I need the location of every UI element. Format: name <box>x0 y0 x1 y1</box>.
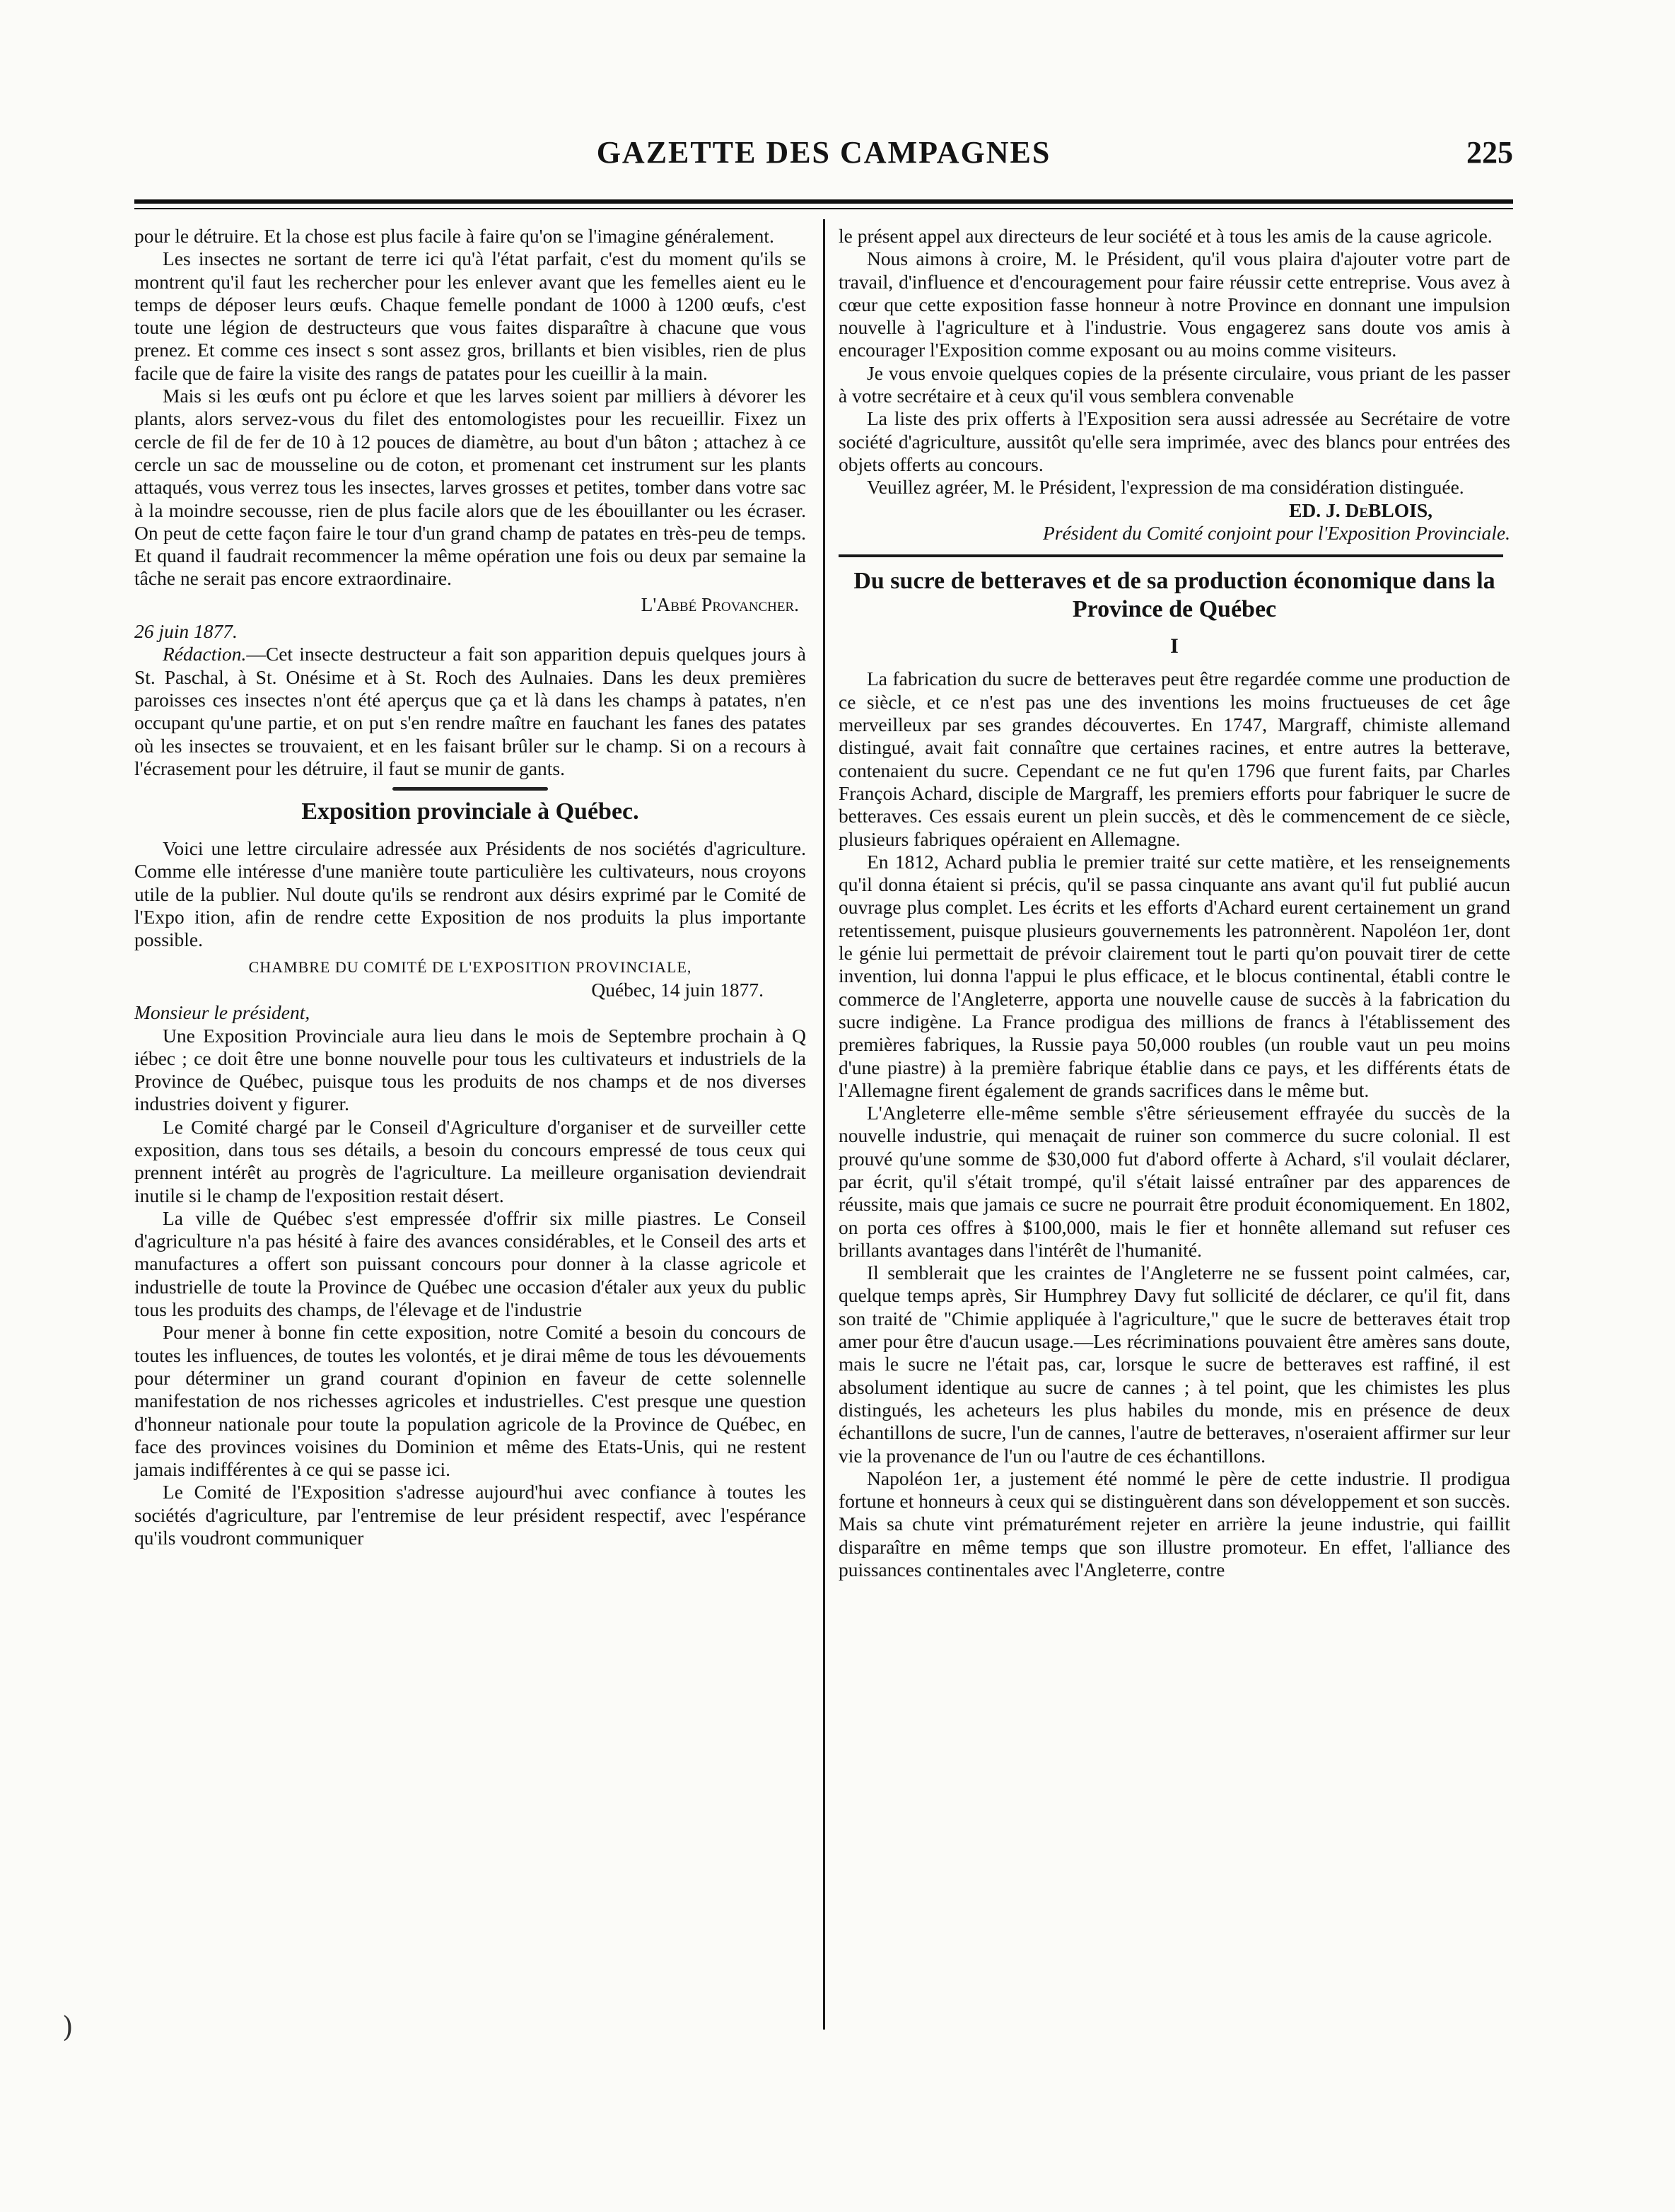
section-separator <box>392 787 548 791</box>
paragraph: Pour mener à bonne fin cette exposition, notre Comité a besoin du concours de toutes les influences, de toutes les volontés, et je dirai même de tous les dévouements pour déterminer un grand courant d'opinion en faveur de cette solennelle manifestation de nos richesses agricoles et industrielles. C'est presque une question d'honneur nationale pour toute la population agricole de la Province de Québec, en face des provinces voisines du Dominion et même des Etats-Unis, qui ne restent jamais indifférentes à ce qui se passe ici. <box>134 1321 806 1481</box>
paragraph: En 1812, Achard publia le premier traité sur cette matière, et les renseignements qu'il donna étaient si précis, qu'il se passa cinquante ans avant qu'il fut publié aucun ouvrage plus complet. Les écrits et les efforts d'Achard eurent certainement un grand retentissement, puisque plusieurs gouvernements les patronnèrent. Napoléon 1er, dont le génie lui permettait de prévoir clairement tout le parti qu'on pouvait tirer de cette invention, lui donna l'appui le plus efficace, et le blocus continental, établi contre le commerce de l'Angleterre, apporta une nouvelle cause de succès à la fabrication du sucre indigène. La France prodigua des millions de francs à l'établissement des premières fabriques, la Russie paya 50,000 roubles (un rouble vaut un peu moins d'une piastre) à la première fabrique établie dans ce pays, et les différents états de l'Allemagne firent également de grands sacrifices dans le même but. <box>839 850 1510 1101</box>
header-rule-thin <box>134 208 1513 209</box>
header-rule-thick <box>134 199 1513 204</box>
article-date: 26 juin 1877. <box>134 620 238 643</box>
paragraph: Nous aimons à croire, M. le Président, qu'il vous plaira d'ajouter votre part de travail, d'influence et d'encouragement pour faire réussir cette entreprise. Vous avez à cœur que cette exposition fasse honneur à notre Province en donnant une impulsion nouvelle à l'agriculture et à l'industrie. Vous engagerez sans doute vos amis à encourager l'Exposition comme exposant ou au moins comme visiteurs. <box>839 248 1510 361</box>
letter-dateline: Québec, 14 juin 1877. <box>591 978 764 1001</box>
section-title: Exposition provinciale à Québec. <box>301 798 639 825</box>
page-header <box>134 134 1513 184</box>
paragraph: Le Comité chargé par le Conseil d'Agriculture d'organiser et de surveiller cette exposition, dans tous ses détails, a besoin du concours empressé de tous ceux qui prennent intérêt au progrès de l'agriculture. La meilleure organisation deviendrait inutile si le champ de l'exposition restait désert. <box>134 1115 806 1206</box>
paragraph: L'Angleterre elle-même semble s'être sérieusement effrayée du succès de la nouvelle industrie, qui menaçait de ruiner son commerce du sucre colonial. Il est prouvé qu'une somme de $30,000 fut d'abord offerte à Achard, s'il voulait déclarer, par écrit, qu'il s'était trompé, qu'il s'était laissé entraîner par des apparences de réussite, mais que jamais ce sucre ne pourrait être produit économiquement. En 1802, on porta ces offres à $100,000, mais le fier et honnête allemand sut refuser ces brillants avantages dans l'intérêt de l'humanité. <box>839 1102 1510 1261</box>
letter-salutation: Monsieur le président, <box>134 1001 310 1024</box>
letter-signer-name: ED. J. DeBLOIS, <box>1289 499 1432 521</box>
paragraph: La liste des prix offerts à l'Exposition sera aussi adressée au Secrétaire de votre société d'agriculture, aussitôt qu'elle sera imprimée, avec des blancs pour entrées des objets offerts au concours. <box>839 407 1510 475</box>
paragraph: Veuillez agréer, M. le Président, l'expression de ma considération distinguée. <box>867 476 1464 499</box>
paragraph: Une Exposition Provinciale aura lieu dans le mois de Septembre prochain à Q iébec ; ce doit être une bonne nouvelle pour tous les cultivateurs et industriels de la Province de Québec, puisque tous les produits de nos champs et de nos diverses industries doivent y figurer. <box>134 1024 806 1115</box>
chapter-number: I <box>1170 634 1179 658</box>
paragraph: Le Comité de l'Exposition s'adresse aujourd'hui avec confiance à toutes les sociétés d'agriculture, par l'entremise de leur président respectif, avec l'espérance qu'ils voudront communiquer <box>134 1481 806 1549</box>
column-divider <box>823 219 825 2030</box>
paragraph: Voici une lettre circulaire adressée aux Présidents de nos sociétés d'agriculture. Comme elle intéresse d'une manière toute particulière les cultivateurs, nous croyons utile de la publier. Nul doute qu'ils se rendront aux désirs exprimé par le Comité de l'Expo ition, afin de rendre cette Exposition de nos produits la plus importante possible. <box>134 837 806 951</box>
margin-mark: ) <box>62 2011 74 2044</box>
paragraph: La fabrication du sucre de betteraves peut être regardée comme une production de ce siècle, et ce n'est pas une des inventions les moins fructueuses de cet âge merveilleux par ses grandes découvertes. En 1747, Margraff, chimiste allemand distingué, avait fait connaître que certaines racines, et entre autres la betterave, contenaient du sucre. Cependant ce ne fut qu'en 1796 que furent faits, par Charles François Achard, disciple de Margraff, les premiers efforts pour fabriquer le sucre de betteraves. Ces essais eurent un plein succès, et dès le commencement de ce siècle, plusieurs fabriques opéraient en Allemagne. <box>839 668 1510 850</box>
page-number: 225 <box>1466 135 1513 170</box>
paragraph: pour le détruire. Et la chose est plus facile à faire qu'on se l'imagine généralement. <box>134 225 774 247</box>
article-signature: L'Abbé Provancher. <box>641 593 799 615</box>
right-column <box>839 225 1510 1581</box>
masthead: GAZETTE DES CAMPAGNES <box>596 135 1051 170</box>
paragraph: Il semblerait que les craintes de l'Angleterre ne se fussent point calmées, car, quelque temps après, Sir Humphrey Davy fut sollicité de déclarer, ce qu'il fit, dans son traité de "Chimie appliquée à l'agriculture," que le sucre de betteraves était trop amer pour être d'aucun usage.—Les récriminations pouvaient être amères sans doute, mais le sucre ne l'était pas, car, lorsque le sucre de betteraves est raffiné, il est absolument identique au sucre de cannes ; à tel point, que les chimistes les plus distingués, les acheteurs les plus habiles du monde, mis en présence de deux échantillons de sucre, l'un de cannes, l'autre de betteraves, n'oseraient affirmer sur leur vie la provenance de l'un ou l'autre de ces échantillons. <box>839 1262 1510 1467</box>
section-separator <box>839 554 1503 557</box>
paragraph: La ville de Québec s'est empressée d'offrir six mille piastres. Le Conseil d'agriculture n'a pas hésité à faire des avances considérables, et le Conseil des arts et manufactures a offert son puissant concours pour donner à la classe agricole et industrielle de toute la Province de Québec une occasion d'étaler aux yeux du public tous les produits des champs, de l'élevage et de l'industrie <box>134 1206 806 1321</box>
paragraph: le présent appel aux directeurs de leur société et à tous les amis de la cause agricole. <box>839 225 1493 247</box>
paragraph: Napoléon 1er, a justement été nommé le père de cette industrie. Il prodigua fortune et honneurs à ceux qui se distinguèrent dans son développement et son succès. Mais sa chute vint prématurément rejeter en arrière la jeune industrie, qui faillit disparaître en même temps que son illustre promoteur. En effet, l'alliance des puissances continentales avec l'Angleterre, contre <box>839 1467 1510 1581</box>
paragraph: Je vous envoie quelques copies de la présente circulaire, vous priant de les passer à votre secrétaire et à ceux qu'il vous semblera convenable <box>839 361 1510 407</box>
letter-signer-title: Président du Comité conjoint pour l'Exposition Provinciale. <box>1043 521 1510 544</box>
redaction-paragraph <box>134 643 806 780</box>
left-column <box>134 225 806 1549</box>
redaction-label: Rédaction. <box>163 643 247 665</box>
paragraph: Les insectes ne sortant de terre ici qu'à l'état parfait, c'est du moment qu'ils se montrent qu'il faut les rechercher pour les enlever avant que les femelles aient eu le temps de déposer leurs œufs. Chaque femelle pondant de 1000 à 1200 œufs, c'est toute une légion de destructeurs que vous faites disparaître à chacune que vous prenez. Et comme ces insect s sont assez gros, brillants et bien visibles, rien de plus facile que de faire la visite des rangs de patates pour les cueillir à la main. <box>134 248 806 384</box>
letter-heading: CHAMBRE DU COMITÉ DE L'EXPOSITION PROVINCIALE, <box>248 957 692 976</box>
redaction-text: —Cet insecte destructeur a fait son apparition depuis quelques jours à St. Paschal, à St. Onésime et à St. Roch des Aulnaies. Dans les deux premières paroisses ces insectes n'ont été aperçus que ça et là dans les champs à patates, n'en occupant qu'une partie, et on put s'en rendre maître en fauchant les fanes des patates où les insectes se trouvaient, et en les faisant brûler sur le champ. Si on a recours à l'écrasement pour les détruire, il faut se munir de gants. <box>134 643 806 779</box>
paragraph: Mais si les œufs ont pu éclore et que les larves soient par milliers à dévorer les plants, alors servez-vous du filet des entomologistes pour les recueillir. Fixez un cercle de fil de fer de 10 à 12 pouces de diamètre, au bout d'un bâton ; attachez à ce cercle un sac de mousseline ou de coton, et promenant cet instrument sur les plants attaqués, vous verrez tous les insectes, larves grosses et petites, tomber dans votre sac à la moindre secousse, rien de plus facile alors que de les ébouillanter ou les écraser. On peut de cette façon faire le tour d'un grand champ de patates en très-peu de temps. Et quand il faudrait recommencer la même opération une fois ou deux par semaine la tâche ne serait pas encore extraordinaire. <box>134 385 806 590</box>
section-title: Du sucre de betteraves et de sa production économique dans la Province de Québec <box>853 568 1495 623</box>
